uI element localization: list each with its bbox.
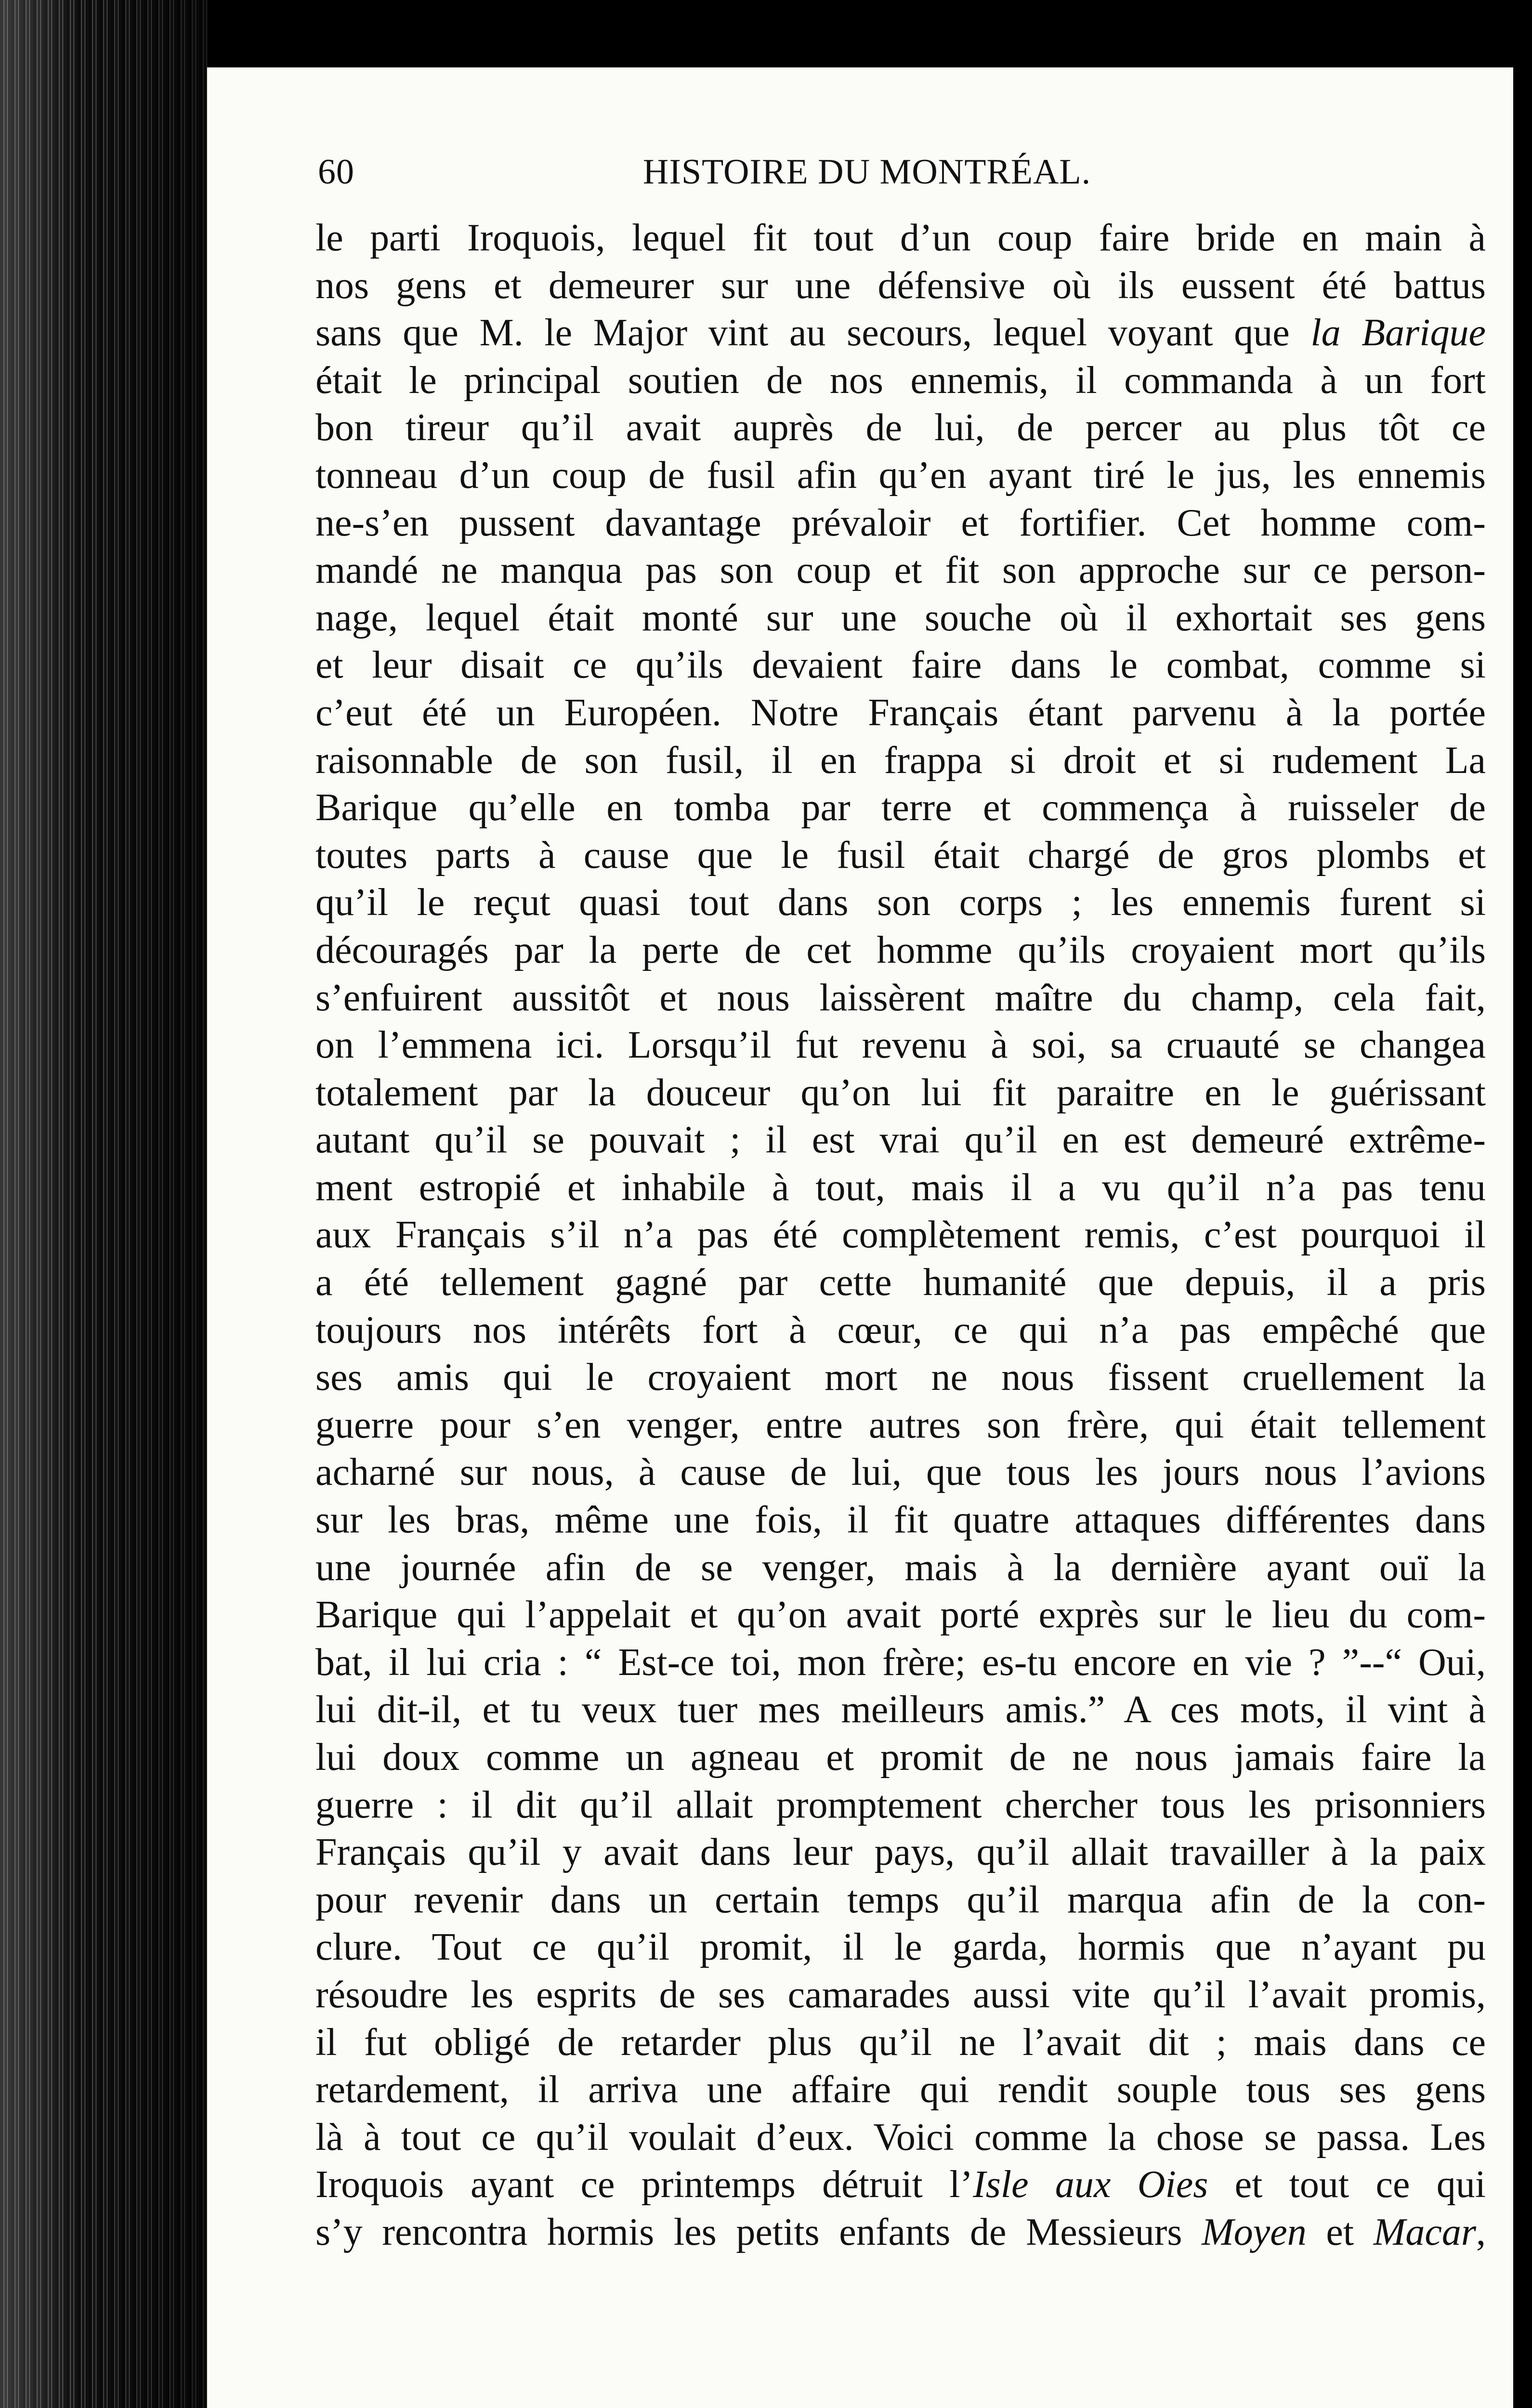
text-run: mandé ne manqua pas son coup et fit son approche sur ce person- <box>315 549 1486 592</box>
text-line <box>315 357 1486 405</box>
text-line <box>315 1116 1486 1164</box>
text-line <box>315 641 1486 689</box>
text-run: ment estropié et inhabile à tout, mais il a vu qu’il n’a pas tenu <box>315 1166 1486 1209</box>
text-run: toujours nos intérêts fort à cœur, ce qui n’a pas empêché que <box>315 1309 1486 1351</box>
text-line <box>315 309 1486 357</box>
text-line <box>315 214 1486 262</box>
text-line <box>315 499 1486 547</box>
text-line <box>315 927 1486 974</box>
text-line <box>315 879 1486 927</box>
text-line <box>315 1686 1486 1734</box>
text-run: a été tellement gagné par cette humanité que depuis, il a pris <box>315 1261 1486 1304</box>
italic-text-run: Moyen <box>1202 2211 1307 2253</box>
text-run: Barique qu’elle en tomba par terre et commença à ruisseler de <box>315 786 1486 829</box>
running-title: HISTOIRE DU MONTRÉAL. <box>642 152 1091 192</box>
text-run: s’enfuirent aussitôt et nous laissèrent maître du champ, cela fait, <box>315 976 1486 1019</box>
text-line <box>315 2019 1486 2067</box>
italic-text-run: Macar <box>1373 2211 1476 2253</box>
text-line <box>315 1211 1486 1259</box>
book-binding-edge <box>0 0 207 2408</box>
text-run: nage, lequel était monté sur une souche où il exhortait ses gens <box>315 596 1486 639</box>
text-run: pour revenir dans un certain temps qu’il marqua afin de la con- <box>315 1878 1486 1921</box>
text-run: on l’emmena ici. Lorsqu’il fut revenu à soi, sa cruauté se changea <box>315 1024 1486 1067</box>
text-run: guerre : il dit qu’il allait promptement chercher tous les prisonniers <box>315 1783 1486 1826</box>
text-line <box>315 1544 1486 1592</box>
text-line <box>315 784 1486 832</box>
text-run: bon tireur qu’il avait auprès de lui, de percer au plus tôt ce <box>315 406 1486 449</box>
text-run: c’eut été un Européen. Notre Français étant parvenu à la portée <box>315 691 1486 734</box>
italic-text-run: Isle aux Oies <box>973 2163 1208 2206</box>
text-run: et <box>1306 2211 1374 2253</box>
text-line <box>315 1354 1486 1401</box>
text-run: était le principal soutien de nos ennemis, il commanda à un fort <box>315 359 1486 402</box>
text-line <box>315 1021 1486 1069</box>
text-line <box>315 737 1486 785</box>
text-line <box>315 1307 1486 1354</box>
text-run: qu’il le reçut quasi tout dans son corps ; les ennemis furent si <box>315 881 1486 924</box>
text-run: Français qu’il y avait dans leur pays, qu’il allait travailler à la paix <box>315 1831 1486 1874</box>
body-text <box>315 214 1486 2256</box>
text-run: découragés par la perte de cet homme qu’ils croyaient mort qu’ils <box>315 929 1486 971</box>
text-run: raisonnable de son fusil, il en frappa si droit et si rudement La <box>315 739 1486 782</box>
text-run: lui dit-il, et tu veux tuer mes meilleurs amis.” A ces mots, il vint à <box>315 1688 1486 1731</box>
text-run: sans que M. le Major vint au secours, lequel voyant que <box>315 312 1311 354</box>
text-run: une journée afin de se venger, mais à la dernière ayant ouï la <box>315 1546 1486 1589</box>
text-line <box>315 1259 1486 1307</box>
text-run: Iroquois ayant ce printemps détruit l’ <box>315 2163 973 2206</box>
text-run: ne-s’en pussent davantage prévaloir et fortifier. Cet homme com- <box>315 501 1486 544</box>
text-line <box>315 2066 1486 2114</box>
book-page <box>207 67 1513 2408</box>
text-line <box>315 1829 1486 1876</box>
page-header <box>318 152 1416 205</box>
text-line <box>315 452 1486 499</box>
text-run: il fut obligé de retarder plus qu’il ne l’avait dit ; mais dans ce <box>315 2021 1486 2064</box>
text-run: là à tout ce qu’il voulait d’eux. Voici comme la chose se passa. Les <box>315 2116 1486 2159</box>
text-run: guerre pour s’en venger, entre autres son frère, qui était tellement <box>315 1403 1486 1446</box>
text-run: et leur disait ce qu’ils devaient faire dans le combat, comme si <box>315 644 1486 687</box>
text-run: le parti Iroquois, lequel fit tout d’un coup faire bride en main à <box>315 217 1486 259</box>
text-run: toutes parts à cause que le fusil était chargé de gros plombs et <box>315 834 1486 877</box>
text-line <box>315 1971 1486 2019</box>
italic-text-run: la Barique <box>1310 312 1486 354</box>
text-line <box>315 2209 1486 2256</box>
text-run: , <box>1476 2211 1486 2253</box>
text-line <box>315 1591 1486 1639</box>
text-line <box>315 1164 1486 1212</box>
text-run: s’y rencontra hormis les petits enfants de Messieurs <box>315 2211 1202 2253</box>
page-number: 60 <box>318 152 354 192</box>
text-run: aux Français s’il n’a pas été complètement remis, c’est pourquoi il <box>315 1214 1486 1256</box>
text-run: retardement, il arriva une affaire qui rendit souple tous ses gens <box>315 2068 1486 2111</box>
text-run: et tout ce qui <box>1208 2163 1486 2206</box>
text-line <box>315 1496 1486 1544</box>
text-line <box>315 1734 1486 1781</box>
text-run: autant qu’il se pouvait ; il est vrai qu’il en est demeuré extrême- <box>315 1119 1486 1162</box>
text-run: totalement par la douceur qu’on lui fit paraitre en le guérissant <box>315 1071 1486 1114</box>
text-line <box>315 1781 1486 1829</box>
text-run: tonneau d’un coup de fusil afin qu’en ayant tiré le jus, les ennemis <box>315 454 1486 497</box>
text-run: sur les bras, même une fois, il fit quatre attaques différentes dans <box>315 1499 1486 1542</box>
text-line <box>315 1639 1486 1687</box>
text-line <box>315 404 1486 452</box>
text-run: bat, il lui cria : “ Est-ce toi, mon frère; es-tu encore en vie ? ”--“ Oui, <box>315 1641 1486 1684</box>
text-run: Barique qui l’appelait et qu’on avait porté exprès sur le lieu du com- <box>315 1594 1486 1636</box>
text-run: lui doux comme un agneau et promit de ne nous jamais faire la <box>315 1736 1486 1779</box>
text-line <box>315 1924 1486 1971</box>
text-run: résoudre les esprits de ses camarades aussi vite qu’il l’avait promis, <box>315 1973 1486 2016</box>
text-line <box>315 547 1486 594</box>
text-line <box>315 689 1486 737</box>
text-line <box>315 2161 1486 2209</box>
text-line <box>315 2114 1486 2161</box>
text-line <box>315 594 1486 642</box>
text-line <box>315 974 1486 1022</box>
text-line <box>315 1401 1486 1449</box>
text-line <box>315 1449 1486 1496</box>
text-line <box>315 262 1486 310</box>
text-run: ses amis qui le croyaient mort ne nous fissent cruellement la <box>315 1356 1486 1399</box>
text-line <box>315 1069 1486 1117</box>
text-run: clure. Tout ce qu’il promit, il le garda, hormis que n’ayant pu <box>315 1926 1486 1969</box>
text-run: nos gens et demeurer sur une défensive où ils eussent été battus <box>315 264 1486 307</box>
text-line <box>315 832 1486 879</box>
text-run: acharné sur nous, à cause de lui, que tous les jours nous l’avions <box>315 1451 1486 1494</box>
text-line <box>315 1876 1486 1924</box>
